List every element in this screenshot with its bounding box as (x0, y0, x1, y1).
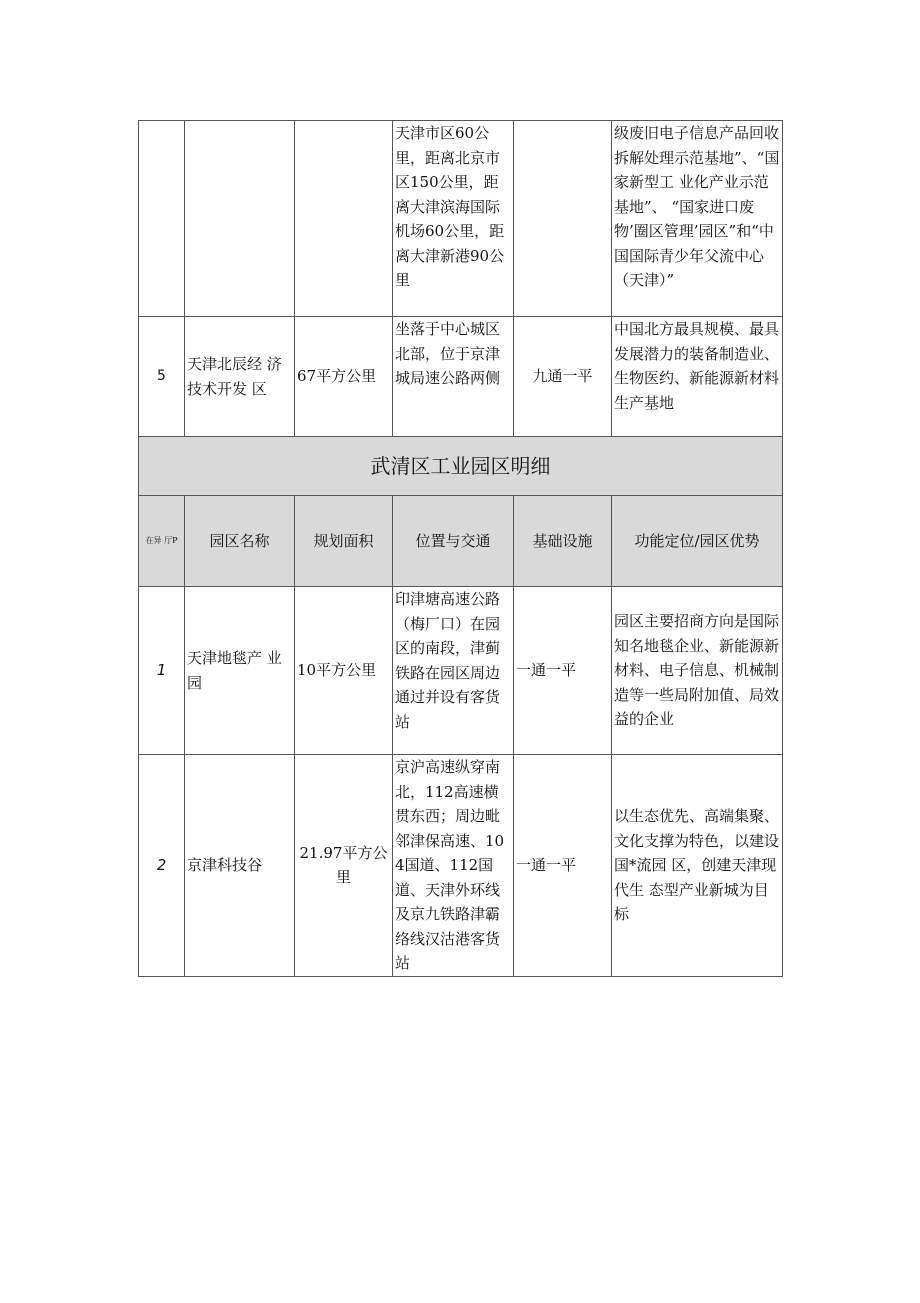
table-row (139, 121, 783, 317)
location-transport: 京沪高速纵穿南北，112高速横贯东西；周边毗邻津保高速、104国道、112国道、天津外环线及京九铁路津霸络线汉沽港客货站 (393, 755, 514, 977)
header-index: 在异 厅P (139, 496, 185, 587)
infrastructure: 九通一平 (514, 317, 612, 437)
park-name: 天津北辰经 济技术开发 区 (185, 317, 295, 437)
location-transport: 印津塘高速公路（梅厂口）在园区的南段，津蓟铁路在园区周边通过并设有客货站 (393, 587, 514, 755)
infrastructure: 一通一平 (514, 755, 612, 977)
row-index (139, 121, 185, 317)
location-transport: 坐落于中心城区北部，位于京津城局速公路两侧 (393, 317, 514, 437)
advantage: 以生态优先、高端集聚、文化支撑为特色，以建设国*流园 区，创建天津现代生 态型产业新城为目标 (612, 755, 783, 977)
planned-area: 10平方公里 (295, 587, 393, 755)
document-page (138, 120, 780, 977)
advantage: 园区主要招商方向是国际知名地毯企业、新能源新材料、电子信息、机械制造等一些局附加值、局效益的企业 (612, 587, 783, 755)
row-index: 1 (139, 587, 185, 755)
table-row (139, 755, 783, 977)
park-name (185, 121, 295, 317)
header-row (139, 496, 783, 587)
row-index: 2 (139, 755, 185, 977)
park-name: 京津科技谷 (185, 755, 295, 977)
advantage: 中国北方最具规模、最具发展潜力的装备制造业、生物医约、新能源新材料生产基地 (612, 317, 783, 437)
table-row (139, 317, 783, 437)
header-advantage: 功能定位/园区优势 (612, 496, 783, 587)
infrastructure (514, 121, 612, 317)
planned-area (295, 121, 393, 317)
infrastructure: 一通一平 (514, 587, 612, 755)
header-location: 位置与交通 (393, 496, 514, 587)
planned-area: 67平方公里 (295, 317, 393, 437)
location-transport: 天津市区60公里，距离北京市区150公里，距离大津滨海国际机场60公里，距离大津新港90公里 (393, 121, 514, 317)
header-name: 园区名称 (185, 496, 295, 587)
industrial-parks-table (138, 120, 783, 977)
header-infrastructure: 基础设施 (514, 496, 612, 587)
section-title: 武清区工业园区明细 (139, 437, 783, 496)
planned-area: 21.97平方公里 (295, 755, 393, 977)
header-area: 规划面积 (295, 496, 393, 587)
park-name: 天津地毯产 业园 (185, 587, 295, 755)
row-index: 5 (139, 317, 185, 437)
advantage: 级废旧电子信息产品回收拆解处理示范基地”、“国家新型工 业化产业示范基地”、 “国家进口废物’圈区管理’园区”和“中国国际青少年父流中心（天津）” (612, 121, 783, 317)
table-row (139, 587, 783, 755)
section-title-row (139, 437, 783, 496)
